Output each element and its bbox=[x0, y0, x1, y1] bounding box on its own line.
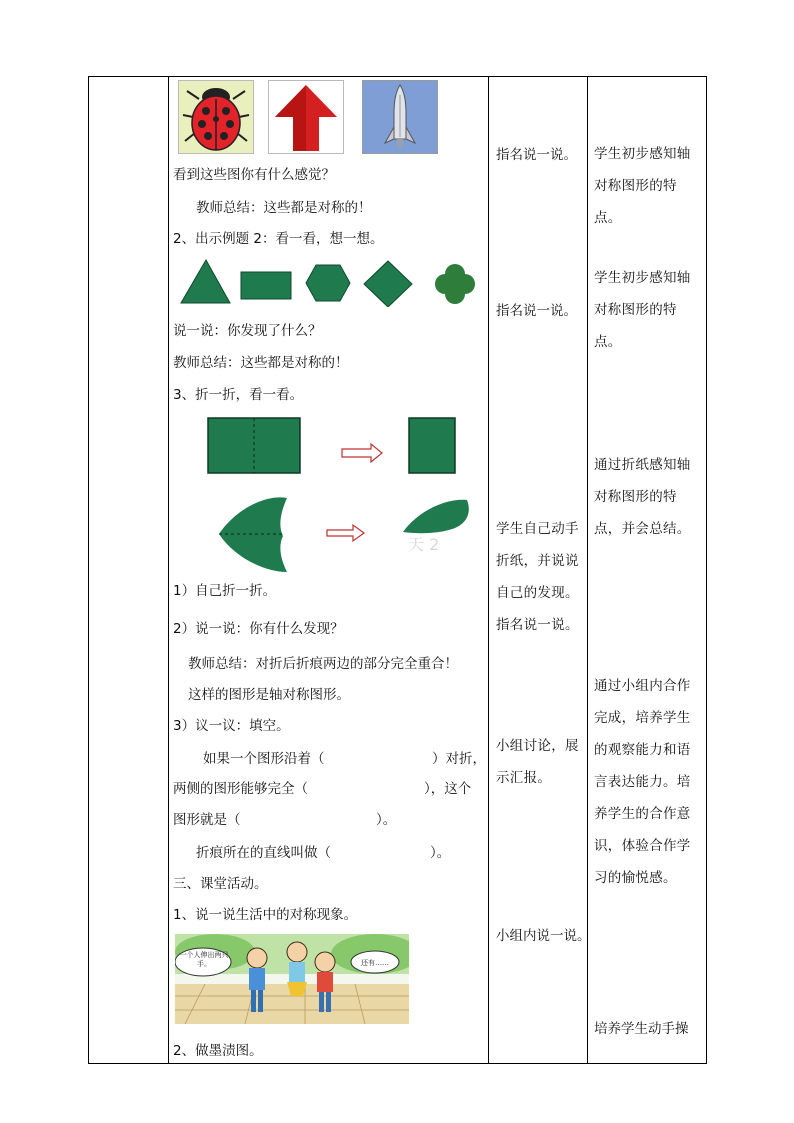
definition-text: 这样的图形是轴对称图形。 bbox=[188, 687, 350, 703]
rocket-image bbox=[362, 80, 438, 154]
student-activity: 小组讨论，展示汇报。 bbox=[496, 738, 579, 786]
triangle-shape bbox=[181, 260, 230, 303]
watermark-text: 天 2 bbox=[408, 535, 440, 554]
question-text: 看到这些图你有什么感觉？ bbox=[173, 167, 335, 183]
fill-blank-left: 两侧的图形能够完全（ bbox=[173, 781, 308, 797]
fill-blank-right: ）。 bbox=[376, 812, 397, 828]
fill-blank-left: 图形就是（ bbox=[173, 812, 241, 828]
design-intent: 通过小组内合作完成，培养学生的观察能力和语言表达能力。培养学生的合作意识，体验合作学习的愉悦感。 bbox=[594, 678, 691, 886]
red-arrow-image bbox=[268, 80, 344, 154]
step-text: 3）议一议：填空。 bbox=[173, 718, 290, 734]
design-intent: 培养学生动手操 bbox=[594, 1021, 689, 1037]
step-text: 2）说一说：你有什么发现？ bbox=[173, 621, 344, 637]
children-illustration bbox=[175, 934, 409, 1024]
example-heading: 2、出示例题 2：看一看，想一想。 bbox=[173, 231, 384, 247]
clover-shape bbox=[435, 264, 475, 304]
folding-rectangle-diagram bbox=[205, 415, 475, 477]
design-intent: 学生初步感知轴对称图形的特点。 bbox=[594, 146, 691, 226]
rectangle-shape bbox=[241, 272, 291, 299]
fill-blank-right: ）。 bbox=[430, 845, 451, 861]
design-intent: 学生初步感知轴对称图形的特点。 bbox=[594, 270, 691, 350]
teacher-summary: 教师总结：这些都是对称的！ bbox=[173, 355, 349, 371]
fill-blank-right: ），这个 bbox=[424, 781, 472, 797]
teacher-summary: 教师总结：这些都是对称的！ bbox=[196, 200, 372, 216]
design-intent: 通过折纸感知轴对称图形的特点，并会总结。 bbox=[594, 457, 691, 537]
activity-text: 2、做墨渍图。 bbox=[173, 1043, 263, 1059]
activity-text: 1、说一说生活中的对称现象。 bbox=[173, 907, 358, 923]
student-activity: 指名说一说。 bbox=[496, 303, 577, 319]
folding-heart-diagram bbox=[205, 488, 485, 573]
student-activity: 指名说一说。 bbox=[496, 147, 577, 163]
column-divider bbox=[488, 77, 489, 1063]
step-text: 1）自己折一折。 bbox=[173, 583, 277, 599]
fill-blank-right: ）对折， bbox=[432, 751, 486, 767]
column-divider bbox=[168, 77, 169, 1063]
section-heading: 三、课堂活动。 bbox=[173, 876, 268, 892]
hexagon-shape bbox=[306, 265, 350, 301]
speech-bubble-left: 一个人伸出两只手。 bbox=[179, 951, 229, 968]
fill-blank-left: 折痕所在的直线叫做（ bbox=[196, 845, 331, 861]
fold-heading: 3、折一折，看一看。 bbox=[173, 387, 304, 403]
shapes-row bbox=[178, 257, 483, 307]
student-activity: 小组内说一说。 bbox=[496, 928, 591, 944]
teacher-summary: 教师总结：对折后折痕两边的部分完全重合！ bbox=[188, 656, 458, 672]
ladybug-image bbox=[178, 80, 254, 154]
speech-bubble-right: 还有…… bbox=[361, 959, 389, 967]
student-activity: 学生自己动手折纸，并说说自己的发现。指名说一说。 bbox=[496, 521, 579, 633]
fill-blank-left: 如果一个图形沿着（ bbox=[203, 751, 325, 767]
prompt-text: 说一说：你发现了什么？ bbox=[173, 323, 322, 339]
diamond-shape bbox=[364, 261, 412, 307]
